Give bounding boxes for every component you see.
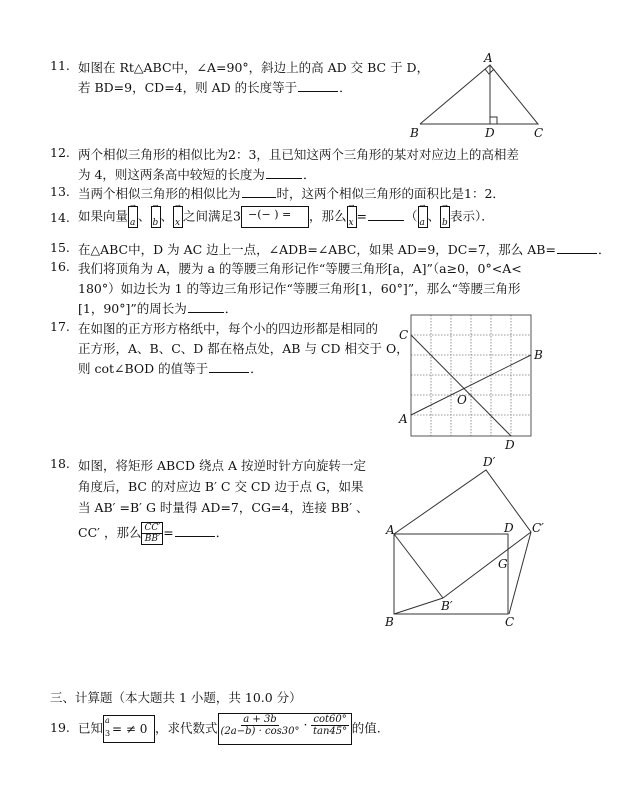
- q18-label-A: A: [386, 523, 395, 537]
- q19-line: [78, 713, 381, 745]
- q12-line1: 两个相似三角形的相似比为2：3，且已知这两个三角形的某对对应边上的高相差: [78, 147, 519, 162]
- q11-number: 11.: [50, 58, 70, 73]
- q14-equation-box: [241, 206, 309, 228]
- q17-label-A: A: [399, 412, 408, 426]
- q13-number: 13.: [50, 184, 70, 199]
- q19-expression-box: [218, 713, 352, 745]
- section-3-heading: 三、计算题（本大题共 1 小题，共 10.0 分）: [50, 690, 302, 705]
- q16-line3-text: [1，90°]”的周长为: [78, 301, 187, 316]
- q16-line2: 180°）如边长为 1 的等边三角形记作“等腰三角形[1，60°]”，那么“等腰三角形: [78, 281, 521, 296]
- q18-label-D-prime: D′: [483, 455, 496, 469]
- q14-text-mid: 之间满足3: [183, 208, 241, 224]
- q14-sep: 、: [138, 208, 151, 224]
- q12-period: ．: [302, 167, 316, 182]
- q12-line2-text: 为 4，则这两条高中较短的长度为: [78, 167, 265, 182]
- q18-label-C-prime: C′: [532, 521, 544, 535]
- q17-line2: 正方形，A、B、C、D 都在格点处，AB 与 CD 相交于 O，: [78, 341, 409, 356]
- q14-text-pre: 如果向量: [78, 208, 129, 224]
- q14-express: 表示）．: [450, 208, 494, 224]
- q17-answer-blank[interactable]: [209, 371, 249, 373]
- q12-line2: [78, 165, 315, 183]
- q14-line: [78, 206, 494, 228]
- vector-b-box-hint: → b: [440, 206, 450, 228]
- q11-line2: [78, 78, 352, 96]
- q11-line1: 如图在 Rt△ABC中，∠A=90°，斜边上的高 AD 交 BC 于 D，: [78, 60, 430, 75]
- q14-equation: −(− ) =: [248, 208, 292, 221]
- q19-number: 19.: [50, 720, 70, 735]
- q18-label-B-prime: B′: [441, 599, 453, 613]
- q11-label-C: C: [534, 126, 544, 140]
- vector-x-box: → x: [173, 206, 183, 228]
- q12-number: 12.: [50, 145, 70, 160]
- q17-period: ．: [250, 361, 263, 376]
- q15-period: ．: [597, 242, 611, 257]
- q15-answer-blank[interactable]: [557, 252, 597, 254]
- q17-number: 17.: [50, 319, 70, 334]
- q14-answer-blank[interactable]: [368, 219, 404, 221]
- q18-frac-den: BB′: [144, 534, 160, 544]
- q16-period: ．: [224, 301, 238, 316]
- q15-number: 15.: [50, 240, 70, 255]
- q11-label-D: D: [485, 126, 495, 140]
- q12-answer-blank[interactable]: [266, 177, 302, 179]
- q18-label-C: C: [505, 615, 515, 629]
- q14-sep: 、: [427, 208, 441, 224]
- q18-fraction-box: [141, 522, 163, 545]
- q16-line3: [78, 299, 237, 317]
- q18-line4-text: CC′ ，那么: [78, 525, 142, 540]
- q18-number: 18.: [50, 456, 70, 471]
- q17-grid-figure: [395, 310, 550, 455]
- q16-line1: 我们将顶角为 A，腰为 a 的等腰三角形记作“等腰三角形[a，A]”（a≥0，0°<A<: [78, 261, 522, 276]
- vector-a-box: → a: [128, 206, 138, 228]
- q19-f1-num: a + 3b: [243, 714, 277, 725]
- q16-number: 16.: [50, 259, 70, 274]
- q19-text-post: 的值.: [351, 720, 381, 736]
- q11-label-A: A: [484, 51, 493, 65]
- q19-text-mid: ，求代数式: [155, 720, 218, 736]
- q16-answer-blank[interactable]: [188, 311, 224, 313]
- vector-x-box-answer: → x: [347, 206, 357, 228]
- vector-a-box-hint: → a: [418, 206, 428, 228]
- q11-period: ．: [339, 80, 352, 95]
- q14-equals: =: [356, 208, 367, 224]
- q19-given-box: a 3 = ≠ 0: [103, 715, 155, 743]
- q18-label-D: D: [504, 521, 514, 535]
- q19-dot: ·: [303, 717, 308, 732]
- q17-line1: 在如图的正方形方格纸中，每个小的四边形都是相同的: [78, 321, 379, 336]
- q17-label-C: C: [399, 328, 409, 342]
- q18-answer-blank[interactable]: [175, 535, 215, 537]
- q19-given-expression: = ≠ 0: [112, 722, 148, 736]
- q13-line: [78, 184, 505, 202]
- q18-line1: 如图，将矩形 ABCD 绕点 A 按逆时针方向旋转一定: [78, 458, 366, 473]
- q19-f1-den: (2a−b) · cos30°: [220, 726, 300, 737]
- q18-line3: 当 AB′ =B′ G 时量得 AD=7，CG=4，连接 BB′ 、: [78, 500, 369, 515]
- q11-triangle-figure: [400, 50, 560, 140]
- q13-text-post: 时，这两个相似三角形的面积比是1：2．: [276, 186, 505, 201]
- q17-line3-text: 则 cot∠BOD 的值等于: [78, 361, 209, 376]
- q18-label-B: B: [385, 615, 394, 629]
- q18-frac-num: CC′: [144, 523, 161, 533]
- q18-label-G: G: [498, 557, 508, 571]
- q15-text: 在△ABC中，D 为 AC 边上一点，∠ADB=∠ABC，如果 AD=9，DC=7，那么 AB=: [78, 242, 556, 257]
- q19-f2-den: tan45°: [313, 726, 348, 737]
- q19-text-pre: 已知: [78, 720, 104, 736]
- q19-f2-num: cot60°: [313, 714, 347, 725]
- q11-answer-blank[interactable]: [298, 90, 338, 92]
- q18-line2: 角度后，BC 的对应边 B′ C 交 CD 边于点 G，如果: [78, 479, 364, 494]
- q15-line: [78, 240, 610, 258]
- q13-text-pre: 当两个相似三角形的相似比为: [78, 186, 241, 201]
- q18-equals: =: [163, 525, 174, 540]
- q14-then: ，那么: [309, 208, 347, 224]
- q17-label-D: D: [505, 438, 515, 452]
- q18-period: ．: [215, 525, 229, 540]
- q14-paren: （: [405, 208, 418, 224]
- q14-number: 14.: [50, 210, 70, 225]
- q13-answer-blank[interactable]: [242, 196, 276, 198]
- q17-label-B: B: [534, 348, 543, 362]
- q17-label-O: O: [457, 393, 467, 407]
- q17-line3: [78, 359, 263, 377]
- q18-rectangle-figure: [375, 450, 565, 630]
- q14-sep: 、: [160, 208, 174, 224]
- q11-line2-text: 若 BD=9，CD=4，则 AD 的长度等于: [78, 80, 298, 95]
- q18-line4: [78, 522, 228, 545]
- q11-label-B: B: [410, 126, 419, 140]
- vector-b-box: → b: [151, 206, 161, 228]
